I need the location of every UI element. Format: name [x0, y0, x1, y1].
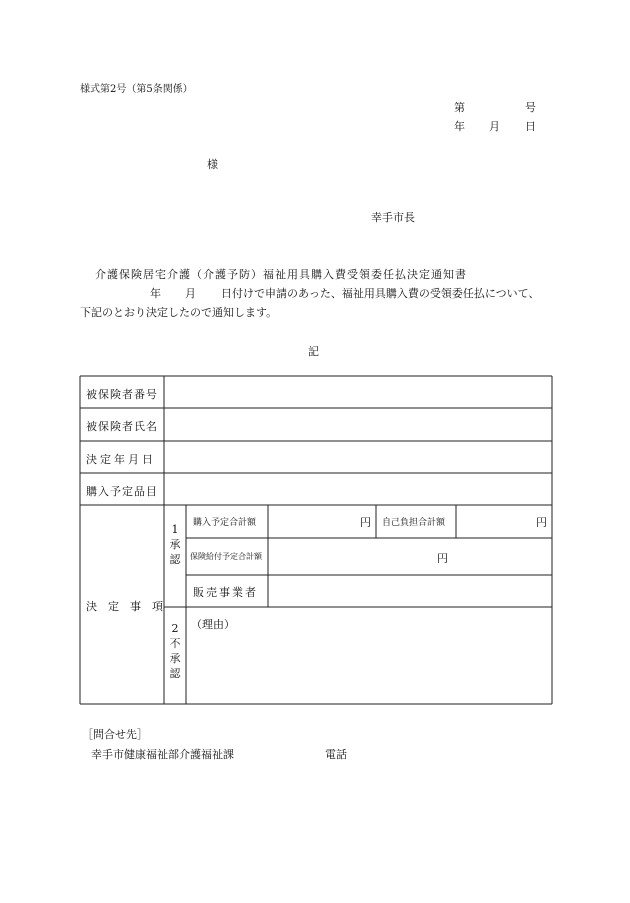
ki-heading: 記	[308, 345, 319, 358]
insurance-benefit-yen: 円	[437, 552, 448, 565]
body-line2-text: 下記のとおり決定したので通知します。	[80, 306, 278, 319]
approval-label: 1 承 認	[169, 523, 181, 566]
self-pay-label: 自己負担合計額	[382, 518, 446, 528]
date-month: 月	[489, 120, 500, 133]
decision-items-label: 決定事項	[86, 600, 174, 613]
planned-items-label: 購入予定品目	[86, 485, 158, 498]
decision-date-label: 決定年月日	[86, 453, 156, 466]
date-year: 年	[454, 120, 465, 133]
reason-label: （理由）	[191, 618, 235, 631]
issuer: 幸手市長	[371, 211, 415, 224]
contact-department: 幸手市健康福祉部介護福祉課	[91, 748, 234, 761]
insurance-benefit-label: 保険給付予定合計額	[190, 552, 262, 561]
insured-number-label: 被保険者番号	[86, 388, 158, 401]
contact-phone-label: 電話	[325, 748, 347, 761]
doc-number-prefix: 第	[454, 101, 465, 114]
body-line1-year: 年	[150, 287, 161, 300]
contact-heading: ［問合せ先］	[82, 728, 148, 741]
addressee-suffix: 様	[207, 158, 218, 171]
self-pay-yen: 円	[536, 516, 547, 529]
document-title: 介護保険居宅介護（介護予防）福祉用具購入費受領委任払決定通知書	[95, 268, 467, 281]
planned-total-label: 購入予定合計額	[193, 518, 257, 528]
body-line1-text: 日付けで申請のあった、福祉用具購入費の受領委任払について、	[221, 287, 540, 300]
vendor-label: 販売事業者	[193, 586, 258, 599]
date-day: 日	[525, 120, 536, 133]
rejection-label: 2 不 承 認	[169, 622, 181, 680]
doc-number-suffix: 号	[525, 101, 536, 114]
insured-name-label: 被保険者氏名	[86, 420, 158, 433]
body-line1-month: 月	[185, 287, 196, 300]
planned-total-yen: 円	[360, 516, 371, 529]
form-number: 様式第2号（第5条関係）	[80, 84, 193, 95]
